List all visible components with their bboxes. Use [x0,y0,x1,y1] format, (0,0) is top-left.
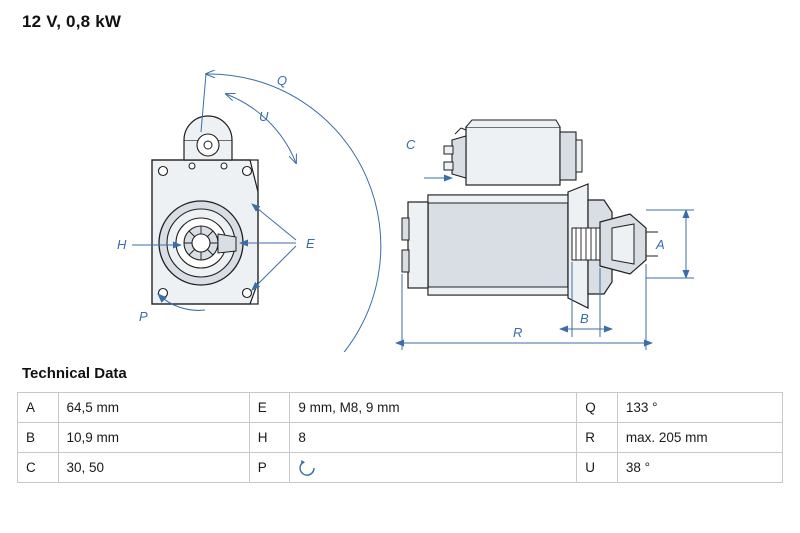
dimension-A [646,210,694,278]
technical-data-heading: Technical Data [22,365,127,382]
row-key-r: R [577,423,618,453]
side-view [402,120,658,308]
technical-data-table [17,392,783,483]
label-Q: Q [277,73,288,88]
row-value-r: max. 205 mm [617,423,782,453]
label-R: R [513,325,523,340]
page-title: 12 V, 0,8 kW [22,12,122,31]
row-value-q: 133 ° [617,393,782,423]
row-key-b: B [18,423,59,453]
dimension-arc-U [226,94,296,163]
row-value-a: 64,5 mm [58,393,249,423]
label-E: E [306,236,315,251]
drawing-svg [0,32,800,352]
row-key-u: U [577,453,618,483]
left-end-view [152,116,258,304]
row-value-u: 38 ° [617,453,782,483]
row-key-a: A [18,393,59,423]
label-C: C [406,137,416,152]
table-row [18,393,783,423]
table-row [18,423,783,453]
starter-motor-drawing [0,32,800,352]
label-P: P [139,309,148,324]
row-key-c: C [18,453,59,483]
row-value-h: 8 [290,423,577,453]
row-value-p [290,453,577,483]
label-H: H [117,237,127,252]
row-value-c: 30, 50 [58,453,249,483]
row-key-q: Q [577,393,618,423]
label-U: U [259,109,269,124]
row-key-p: P [249,453,290,483]
row-value-b: 10,9 mm [58,423,249,453]
row-key-h: H [249,423,290,453]
table-row [18,453,783,483]
row-key-e: E [249,393,290,423]
rotation-arrow-icon [298,459,318,477]
label-A: A [656,237,665,252]
row-value-e: 9 mm, M8, 9 mm [290,393,577,423]
label-B: B [580,311,589,326]
